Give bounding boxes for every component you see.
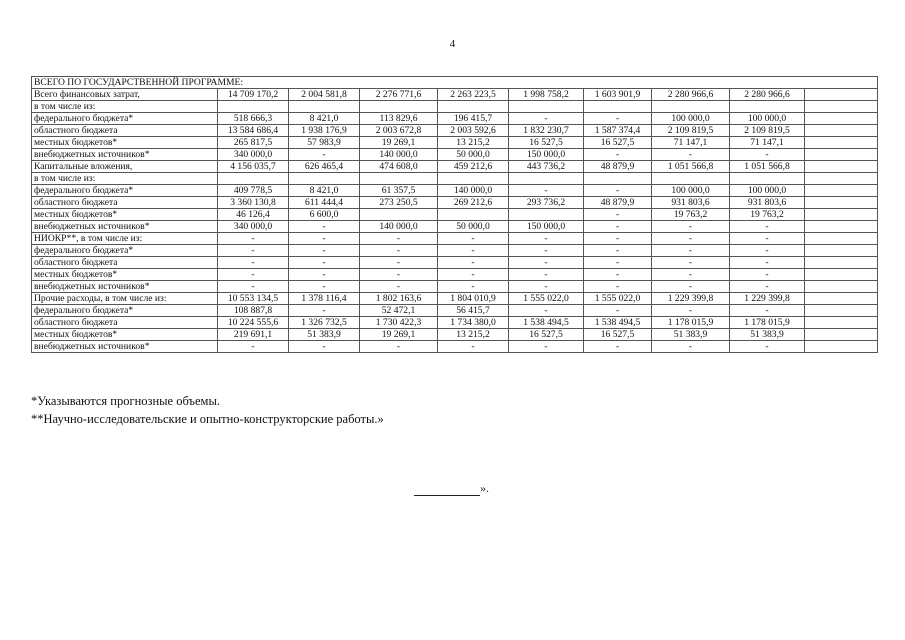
- empty-cell: [805, 149, 878, 161]
- value-cell: 100 000,0: [652, 113, 730, 125]
- table-row: [32, 101, 878, 113]
- empty-cell: [805, 125, 878, 137]
- value-cell: -: [584, 185, 652, 197]
- value-cell: -: [438, 281, 509, 293]
- value-cell: 8 421,0: [289, 113, 360, 125]
- value-cell: 100 000,0: [730, 113, 805, 125]
- value-cell: -: [584, 269, 652, 281]
- value-cell: -: [218, 257, 289, 269]
- value-cell: 19 269,1: [360, 329, 438, 341]
- value-cell: 1 378 116,4: [289, 293, 360, 305]
- value-cell: [218, 173, 289, 185]
- empty-cell: [805, 269, 878, 281]
- table-row: [32, 245, 878, 257]
- value-cell: 113 829,6: [360, 113, 438, 125]
- value-cell: -: [289, 245, 360, 257]
- value-cell: 50 000,0: [438, 149, 509, 161]
- value-cell: [438, 101, 509, 113]
- value-cell: -: [652, 269, 730, 281]
- empty-cell: [805, 173, 878, 185]
- empty-cell: [805, 101, 878, 113]
- value-cell: -: [584, 209, 652, 221]
- value-cell: 16 527,5: [584, 329, 652, 341]
- value-cell: -: [509, 233, 584, 245]
- value-cell: 19 269,1: [360, 137, 438, 149]
- value-cell: 3 360 130,8: [218, 197, 289, 209]
- value-cell: -: [730, 221, 805, 233]
- row-label: в том числе из:: [32, 101, 218, 113]
- value-cell: 10 224 555,6: [218, 317, 289, 329]
- value-cell: 1 326 732,5: [289, 317, 360, 329]
- value-cell: 273 250,5: [360, 197, 438, 209]
- row-label: Капитальные вложения,: [32, 161, 218, 173]
- table-row: [32, 257, 878, 269]
- table-row: [32, 293, 878, 305]
- value-cell: 1 730 422,3: [360, 317, 438, 329]
- value-cell: -: [360, 281, 438, 293]
- value-cell: 611 444,4: [289, 197, 360, 209]
- empty-cell: [805, 317, 878, 329]
- value-cell: -: [652, 233, 730, 245]
- value-cell: 340 000,0: [218, 149, 289, 161]
- value-cell: -: [289, 257, 360, 269]
- value-cell: -: [289, 269, 360, 281]
- value-cell: [360, 209, 438, 221]
- value-cell: [289, 101, 360, 113]
- value-cell: [360, 101, 438, 113]
- empty-cell: [805, 209, 878, 221]
- value-cell: -: [652, 281, 730, 293]
- value-cell: -: [360, 245, 438, 257]
- footnotes: [31, 392, 384, 428]
- row-label: Всего финансовых затрат,: [32, 89, 218, 101]
- value-cell: 57 983,9: [289, 137, 360, 149]
- value-cell: -: [584, 233, 652, 245]
- value-cell: -: [509, 281, 584, 293]
- value-cell: 409 778,5: [218, 185, 289, 197]
- value-cell: 16 527,5: [584, 137, 652, 149]
- value-cell: -: [360, 341, 438, 353]
- value-cell: 518 666,3: [218, 113, 289, 125]
- value-cell: -: [652, 245, 730, 257]
- value-cell: -: [360, 233, 438, 245]
- value-cell: -: [652, 221, 730, 233]
- footnote-research: **Научно-исследовательские и опытно-конструкторские работы.»: [31, 412, 384, 426]
- empty-cell: [805, 341, 878, 353]
- table-row: [32, 281, 878, 293]
- value-cell: -: [509, 257, 584, 269]
- row-label: федерального бюджета*: [32, 113, 218, 125]
- table-row: [32, 341, 878, 353]
- value-cell: [509, 209, 584, 221]
- value-cell: [438, 173, 509, 185]
- value-cell: 14 709 170,2: [218, 89, 289, 101]
- table-header-row: [32, 77, 878, 89]
- table-row: [32, 161, 878, 173]
- row-label: местных бюджетов*: [32, 329, 218, 341]
- value-cell: -: [730, 245, 805, 257]
- row-label: в том числе из:: [32, 173, 218, 185]
- value-cell: 108 887,8: [218, 305, 289, 317]
- value-cell: 13 215,2: [438, 137, 509, 149]
- row-label: областного бюджета: [32, 197, 218, 209]
- table-row: [32, 113, 878, 125]
- table-row: [32, 209, 878, 221]
- empty-cell: [805, 293, 878, 305]
- value-cell: 1 998 758,2: [509, 89, 584, 101]
- empty-cell: [805, 257, 878, 269]
- value-cell: -: [438, 341, 509, 353]
- value-cell: -: [438, 233, 509, 245]
- row-label: внебюджетных источников*: [32, 149, 218, 161]
- value-cell: 1 178 015,9: [730, 317, 805, 329]
- value-cell: -: [730, 233, 805, 245]
- value-cell: -: [730, 281, 805, 293]
- value-cell: 2 263 223,5: [438, 89, 509, 101]
- value-cell: -: [218, 281, 289, 293]
- value-cell: 2 109 819,5: [652, 125, 730, 137]
- table-row: [32, 221, 878, 233]
- row-label: областного бюджета: [32, 317, 218, 329]
- financing-table: [31, 76, 878, 353]
- table-row: [32, 233, 878, 245]
- row-label: местных бюджетов*: [32, 269, 218, 281]
- value-cell: -: [289, 305, 360, 317]
- value-cell: 52 472,1: [360, 305, 438, 317]
- page-number: 4: [449, 38, 456, 50]
- value-cell: 6 600,0: [289, 209, 360, 221]
- value-cell: [584, 101, 652, 113]
- row-label: федерального бюджета*: [32, 245, 218, 257]
- value-cell: -: [218, 341, 289, 353]
- value-cell: 1 051 566,8: [652, 161, 730, 173]
- value-cell: 51 383,9: [730, 329, 805, 341]
- value-cell: 46 126,4: [218, 209, 289, 221]
- value-cell: 1 538 494,5: [584, 317, 652, 329]
- value-cell: 2 276 771,6: [360, 89, 438, 101]
- value-cell: -: [509, 341, 584, 353]
- table-row: [32, 89, 878, 101]
- value-cell: 16 527,5: [509, 137, 584, 149]
- empty-cell: [805, 113, 878, 125]
- value-cell: -: [218, 269, 289, 281]
- value-cell: -: [730, 269, 805, 281]
- value-cell: 140 000,0: [360, 221, 438, 233]
- row-label: местных бюджетов*: [32, 209, 218, 221]
- empty-cell: [805, 185, 878, 197]
- row-label: местных бюджетов*: [32, 137, 218, 149]
- value-cell: 1 229 399,8: [730, 293, 805, 305]
- empty-cell: [805, 197, 878, 209]
- value-cell: 1 938 176,9: [289, 125, 360, 137]
- value-cell: 16 527,5: [509, 329, 584, 341]
- table-row: [32, 173, 878, 185]
- value-cell: 10 553 134,5: [218, 293, 289, 305]
- value-cell: 4 156 035,7: [218, 161, 289, 173]
- value-cell: -: [652, 305, 730, 317]
- empty-cell: [805, 137, 878, 149]
- value-cell: -: [584, 341, 652, 353]
- value-cell: [360, 173, 438, 185]
- value-cell: -: [289, 281, 360, 293]
- value-cell: -: [218, 245, 289, 257]
- value-cell: -: [584, 221, 652, 233]
- table-row: [32, 137, 878, 149]
- value-cell: 48 879,9: [584, 197, 652, 209]
- value-cell: -: [289, 233, 360, 245]
- value-cell: 1 051 566,8: [730, 161, 805, 173]
- value-cell: -: [438, 257, 509, 269]
- value-cell: 1 538 494,5: [509, 317, 584, 329]
- table-row: [32, 269, 878, 281]
- value-cell: 2 280 966,6: [730, 89, 805, 101]
- value-cell: -: [438, 269, 509, 281]
- value-cell: -: [730, 257, 805, 269]
- value-cell: 8 421,0: [289, 185, 360, 197]
- value-cell: 13 584 686,4: [218, 125, 289, 137]
- value-cell: 71 147,1: [652, 137, 730, 149]
- value-cell: [584, 173, 652, 185]
- value-cell: 1 555 022,0: [584, 293, 652, 305]
- value-cell: 2 109 819,5: [730, 125, 805, 137]
- row-label: внебюджетных источников*: [32, 281, 218, 293]
- row-label: внебюджетных источников*: [32, 221, 218, 233]
- value-cell: 2 004 581,8: [289, 89, 360, 101]
- value-cell: -: [509, 305, 584, 317]
- row-label: областного бюджета: [32, 257, 218, 269]
- value-cell: 51 383,9: [652, 329, 730, 341]
- value-cell: -: [509, 113, 584, 125]
- value-cell: 1 832 230,7: [509, 125, 584, 137]
- value-cell: 1 734 380,0: [438, 317, 509, 329]
- value-cell: 48 879,9: [584, 161, 652, 173]
- value-cell: 459 212,6: [438, 161, 509, 173]
- value-cell: 931 803,6: [730, 197, 805, 209]
- value-cell: -: [730, 149, 805, 161]
- value-cell: [730, 101, 805, 113]
- value-cell: -: [584, 149, 652, 161]
- value-cell: 474 608,0: [360, 161, 438, 173]
- value-cell: 19 763,2: [730, 209, 805, 221]
- footnote-forecast: *Указываются прогнозные объемы.: [31, 394, 220, 408]
- table-header: ВСЕГО ПО ГОСУДАРСТВЕННОЙ ПРОГРАММЕ:: [32, 77, 878, 89]
- value-cell: 269 212,6: [438, 197, 509, 209]
- empty-cell: [805, 329, 878, 341]
- value-cell: -: [289, 341, 360, 353]
- value-cell: 626 465,4: [289, 161, 360, 173]
- value-cell: 2 003 672,8: [360, 125, 438, 137]
- value-cell: 71 147,1: [730, 137, 805, 149]
- signature-line: [414, 483, 480, 496]
- value-cell: 19 763,2: [652, 209, 730, 221]
- row-label: областного бюджета: [32, 125, 218, 137]
- table-row: [32, 317, 878, 329]
- value-cell: [509, 101, 584, 113]
- value-cell: -: [652, 341, 730, 353]
- closing-mark: [414, 481, 489, 496]
- value-cell: -: [509, 269, 584, 281]
- value-cell: 50 000,0: [438, 221, 509, 233]
- empty-cell: [805, 305, 878, 317]
- empty-cell: [805, 161, 878, 173]
- value-cell: 1 178 015,9: [652, 317, 730, 329]
- row-label: внебюджетных источников*: [32, 341, 218, 353]
- value-cell: 1 603 901,9: [584, 89, 652, 101]
- value-cell: 196 415,7: [438, 113, 509, 125]
- value-cell: 1 804 010,9: [438, 293, 509, 305]
- value-cell: [218, 101, 289, 113]
- value-cell: 1 555 022,0: [509, 293, 584, 305]
- value-cell: -: [584, 113, 652, 125]
- value-cell: -: [730, 305, 805, 317]
- value-cell: 150 000,0: [509, 149, 584, 161]
- value-cell: [509, 173, 584, 185]
- value-cell: 100 000,0: [652, 185, 730, 197]
- value-cell: [652, 101, 730, 113]
- value-cell: -: [584, 281, 652, 293]
- value-cell: [730, 173, 805, 185]
- value-cell: [438, 209, 509, 221]
- table-row: [32, 149, 878, 161]
- value-cell: 61 357,5: [360, 185, 438, 197]
- value-cell: 2 280 966,6: [652, 89, 730, 101]
- value-cell: 443 736,2: [509, 161, 584, 173]
- table-row: [32, 197, 878, 209]
- table-row: [32, 329, 878, 341]
- value-cell: 293 736,2: [509, 197, 584, 209]
- value-cell: 100 000,0: [730, 185, 805, 197]
- empty-cell: [805, 221, 878, 233]
- row-label: Прочие расходы, в том числе из:: [32, 293, 218, 305]
- empty-cell: [805, 233, 878, 245]
- value-cell: -: [289, 149, 360, 161]
- empty-cell: [805, 89, 878, 101]
- value-cell: 150 000,0: [509, 221, 584, 233]
- value-cell: 265 817,5: [218, 137, 289, 149]
- value-cell: 13 215,2: [438, 329, 509, 341]
- closing-quote: ».: [480, 481, 489, 495]
- value-cell: -: [218, 233, 289, 245]
- value-cell: -: [360, 269, 438, 281]
- empty-cell: [805, 281, 878, 293]
- row-label: федерального бюджета*: [32, 185, 218, 197]
- value-cell: -: [584, 257, 652, 269]
- value-cell: -: [652, 257, 730, 269]
- table-row: [32, 185, 878, 197]
- value-cell: [652, 173, 730, 185]
- value-cell: -: [730, 341, 805, 353]
- value-cell: 931 803,6: [652, 197, 730, 209]
- value-cell: -: [289, 221, 360, 233]
- value-cell: 340 000,0: [218, 221, 289, 233]
- table-row: [32, 125, 878, 137]
- empty-cell: [805, 245, 878, 257]
- value-cell: 2 003 592,6: [438, 125, 509, 137]
- value-cell: 140 000,0: [360, 149, 438, 161]
- value-cell: 219 691,1: [218, 329, 289, 341]
- row-label: НИОКР**, в том числе из:: [32, 233, 218, 245]
- value-cell: -: [438, 245, 509, 257]
- table-row: [32, 305, 878, 317]
- row-label: федерального бюджета*: [32, 305, 218, 317]
- value-cell: -: [584, 245, 652, 257]
- value-cell: 140 000,0: [438, 185, 509, 197]
- value-cell: -: [584, 305, 652, 317]
- value-cell: 1 802 163,6: [360, 293, 438, 305]
- value-cell: -: [360, 257, 438, 269]
- value-cell: [289, 173, 360, 185]
- value-cell: 1 229 399,8: [652, 293, 730, 305]
- value-cell: -: [652, 149, 730, 161]
- value-cell: -: [509, 245, 584, 257]
- value-cell: 56 415,7: [438, 305, 509, 317]
- value-cell: 51 383,9: [289, 329, 360, 341]
- value-cell: 1 587 374,4: [584, 125, 652, 137]
- value-cell: -: [509, 185, 584, 197]
